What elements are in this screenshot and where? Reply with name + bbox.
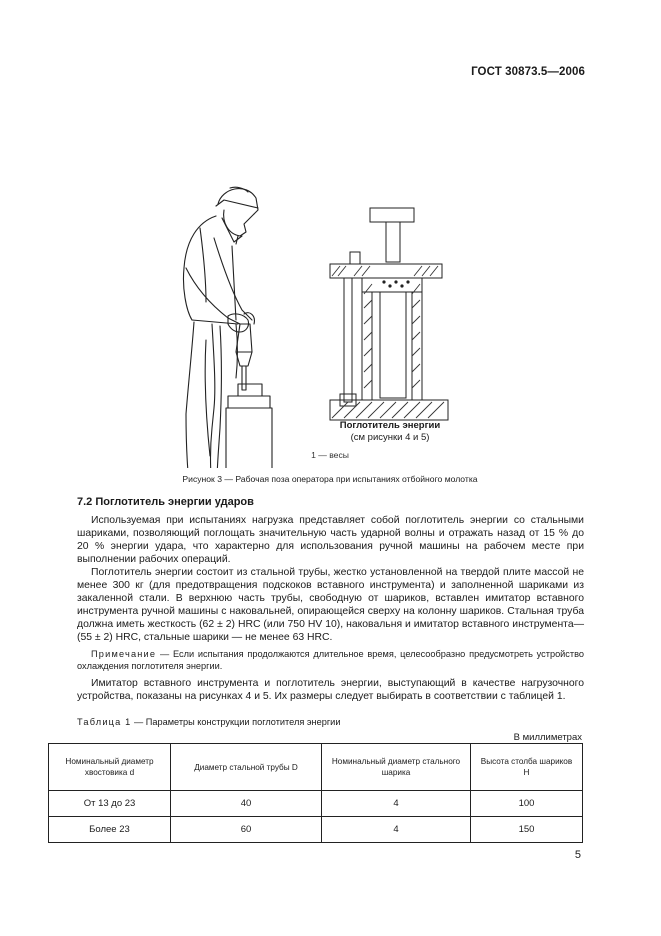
figure-legend: 1 — весы [311,450,349,460]
table-row [49,817,583,843]
table-cell: 4 [322,791,471,817]
page-number: 5 [574,849,581,861]
table-cell: 60 [171,817,322,843]
parameters-table [48,743,583,843]
table-cell: От 13 до 23 [49,791,171,817]
figure-caption: Рисунок 3 — Рабочая поза оператора при испытаниях отбойного молотка [182,474,478,484]
absorber-balls [382,280,409,287]
table-header-row [49,744,583,791]
table-cell: 40 [171,791,322,817]
table-cell: 4 [322,817,471,843]
note [77,648,584,673]
table-units: В миллиметрах [513,732,582,743]
section-heading: 7.2 Поглотитель энергии ударов [77,496,254,508]
header-cell: Номинальный диаметр стального шарика [322,744,471,791]
paragraph-3: Имитатор вставного инструмента и поглотитель энергии, выступающий в качестве нагрузочного устройства, показаны на рисунках 4 и 5. Их размеры следует выбирать в соответствии с таблицей 1. [77,678,584,703]
table-caption [77,717,340,727]
paragraph-1: Используемая при испытаниях нагрузка представляет собой поглотитель энергии со стальными шариками, позволяющий поглощать значительную часть ударной волны и отражать назад от 15 % до 20 % энергии удара, что характерно для использования ручной машины на рабочем месте при выполнении рабочих операций. [77,515,584,566]
absorber-hatching [332,266,444,418]
header-cell: Высота столба шариков H [471,744,583,791]
operator-figure [180,187,278,468]
paragraph-2: Поглотитель энергии состоит из стальной трубы, жестко установленной на твердой плите массой не менее 300 кг (для предотвращения подскоков вставного инструмента) и заполненной шариками из закаленной стали. В верхнюю часть трубы, свободную от шариков, вставлен имитатор вставного инструмента ручной машины с наковальней, опирающейся сверху на колонну шариков. Стальная труба должна иметь жесткость (62 ± 2) HRC (или 750 HV 10), наковальня и имитатор вставного инструмента—(55 ± 2) HRC, стальные шарики — не менее 63 HRC. [77,567,584,644]
device-reference: (см рисунки 4 и 5) [350,432,430,443]
table-caption-text: — Параметры конструкции поглотителя энергии [131,717,341,727]
absorber-section-drawing [330,208,448,420]
note-text: — Если испытания продолжаются длительное время, целесообразно предусмотреть устройство охлаждения поглотителя энергии. [77,649,584,672]
header-cell: Диаметр стальной трубы D [171,744,322,791]
table-row [49,791,583,817]
note-label: Примечание [91,649,157,659]
table-cell: 100 [471,791,583,817]
table-cell: 150 [471,817,583,843]
header-cell: Номинальный диаметр хвостовика d [49,744,171,791]
device-label: Поглотитель энергии [339,420,441,431]
table-cell: Более 23 [49,817,171,843]
standard-header: ГОСТ 30873.5—2006 [471,66,585,78]
table-caption-label: Таблица 1 [77,717,132,727]
figure-3-drawing [0,88,661,468]
